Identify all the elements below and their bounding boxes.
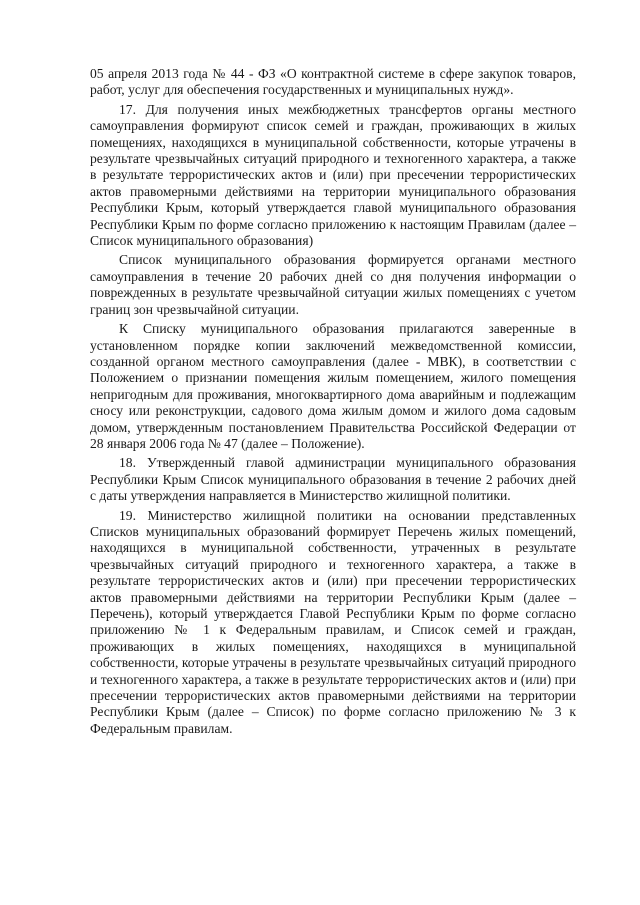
paragraph-continuation: 05 апреля 2013 года № 44 - ФЗ «О контрактной системе в сфере закупок товаров, работ, услуг для обеспечения государственных и муниципальных нужд». bbox=[90, 66, 576, 98]
paragraph-list-formation: Список муниципального образования формируется органами местного самоуправления в течение 20 рабочих дней со дня получения информации о поврежденных в результате чрезвычайной ситуации жилых помещениях с учетом границ зон чрезвычайной ситуации. bbox=[90, 252, 576, 317]
paragraph-item-18: 18. Утвержденный главой администрации муниципального образования Республики Крым Список муниципального образования в течение 2 рабочих дней с даты утверждения направляется в Министерство жилищной политики. bbox=[90, 455, 576, 504]
paragraph-attachments: К Списку муниципального образования прилагаются заверенные в установленном порядке копии заключений межведомственной комиссии, созданной органом местного самоуправления (далее - МВК), в соответствии с Положением о признании помещения жилым помещением, жилого помещения непригодным для проживания, многоквартирного дома аварийным и подлежащим сносу или реконструкции, садового дома жилым домом и жилого дома садовым домом, утвержденным постановлением Правительства Российской Федерации от 28 января 2006 года № 47 (далее – Положение). bbox=[90, 321, 576, 451]
paragraph-item-17: 17. Для получения иных межбюджетных трансфертов органы местного самоуправления формируют список семей и граждан, проживающих в жилых помещениях, находящихся в муниципальной собственности, которые утрачены в результате чрезвычайных ситуаций природного и техногенного характера, а также в результате террористических актов и (или) при пресечении террористических актов правомерными действиями на территории муниципального образования Республики Крым, который утверждается главой муниципального образования Республики Крым по форме согласно приложению к настоящим Правилам (далее – Список муниципального образования) bbox=[90, 101, 576, 249]
document-body bbox=[90, 66, 576, 740]
paragraph-item-19: 19. Министерство жилищной политики на основании представленных Списков муниципальных образований формирует Перечень жилых помещений, находящихся в муниципальной собственности, утраченных в результате чрезвычайных ситуаций природного и техногенного характера, а также в результате террористических актов и (или) при пресечении террористических актов правомерными действиями на территории Республики Крым (далее – Перечень), который утверждается Главой Республики Крым по форме согласно приложению № 1 к Федеральным правилам, и Список семей и граждан, проживающих в жилых помещениях, находящихся в муниципальной собственности, которые утрачены в результате чрезвычайных ситуаций природного и техногенного характера, а также в результате террористических актов и (или) при пресечении террористических актов правомерными действиями на территории Республики Крым (далее – Список) по форме согласно приложению № 3 к Федеральным правилам. bbox=[90, 507, 576, 736]
